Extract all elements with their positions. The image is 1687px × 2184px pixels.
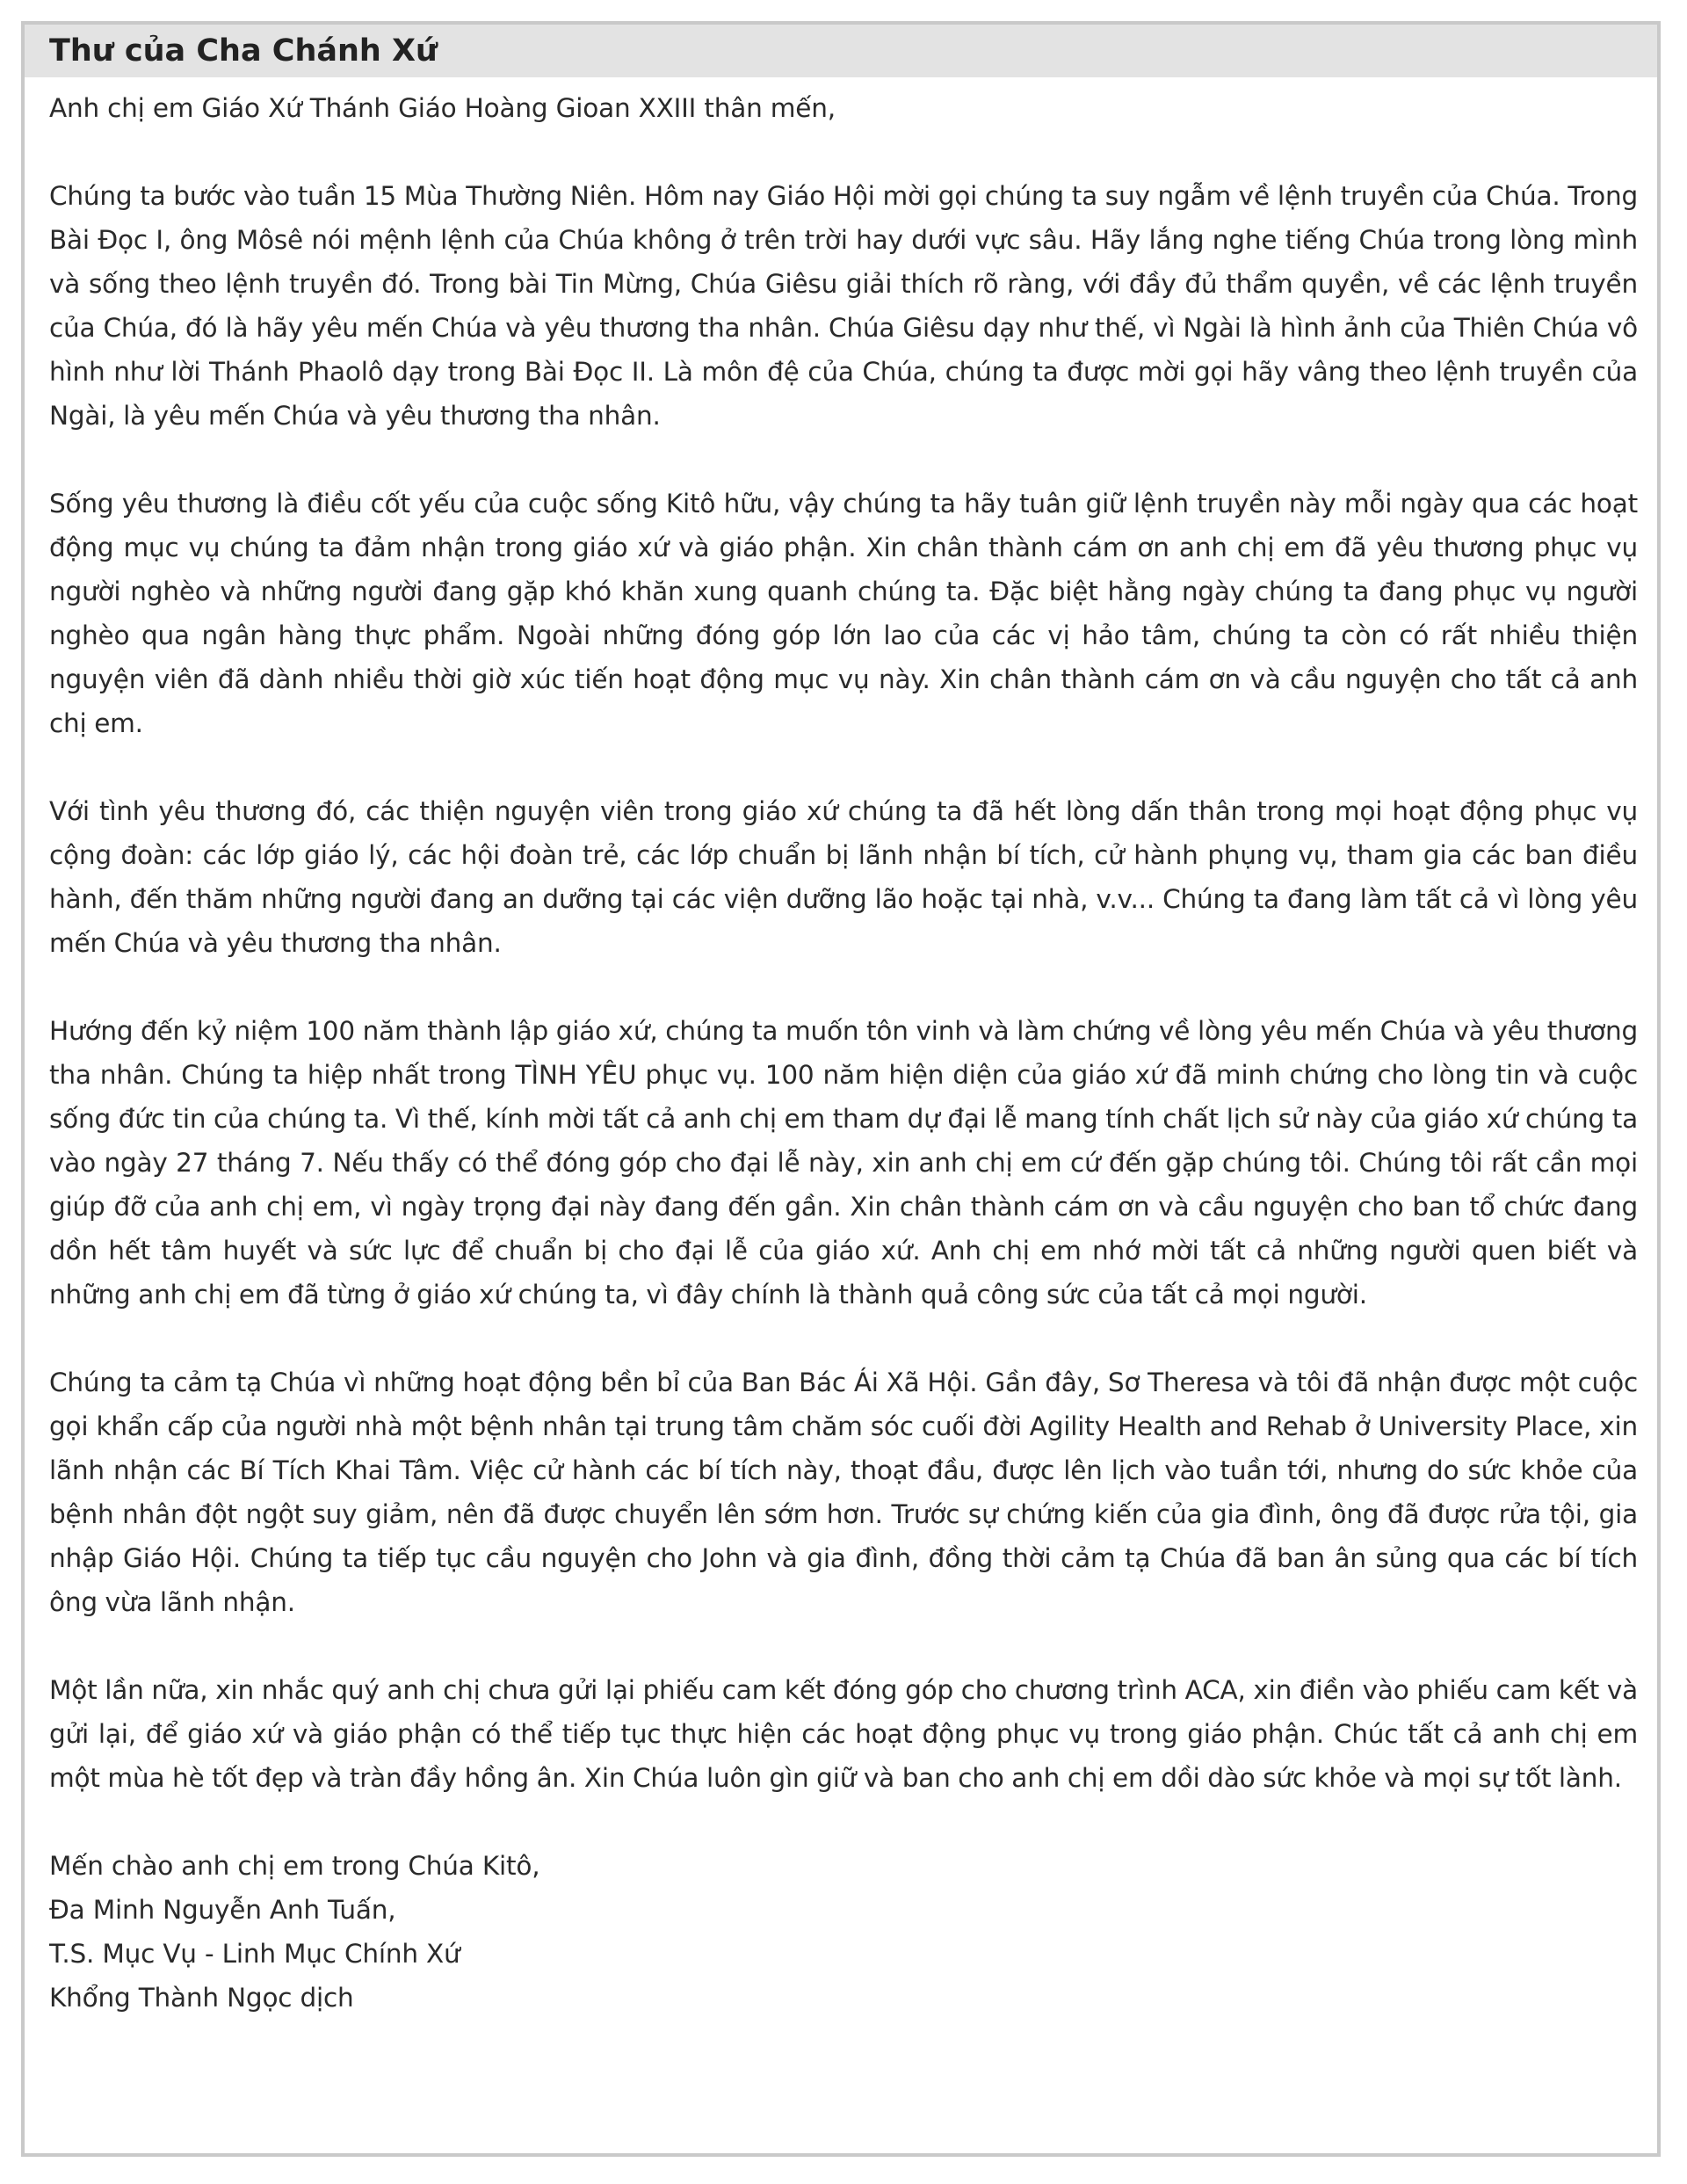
letter-paragraph-5: Chúng ta cảm tạ Chúa vì những hoạt động bền bỉ của Ban Bác Ái Xã Hội. Gần đây, Sơ Theresa và tôi đã nhận được một cuộc gọi khẩn cấp của người nhà một bệnh nhân tại trung tâm chăm sóc cuối đời Agility Health and Rehab ở University Place, xin lãnh nhận các Bí Tích Khai Tâm. Việc cử hành các bí tích này, thoạt đầu, được lên lịch vào tuần tới, nhưng do sức khỏe của bệnh nhân đột ngột suy giảm, nên đã được chuyển lên sớm hơn. Trước sự chứng kiến của gia đình, ông đã được rửa tội, gia nhập Giáo Hội. Chúng ta tiếp tục cầu nguyện cho John và gia đình, đồng thời cảm tạ Chúa đã ban ân sủng qua các bí tích ông vừa lãnh nhận.	[49, 1368, 1638, 1617]
signature-translator: Khổng Thành Ngọc dịch	[49, 1983, 354, 2013]
signature-closing: Mến chào anh chị em trong Chúa Kitô,	[49, 1851, 540, 1881]
letter-paragraph-1: Chúng ta bước vào tuần 15 Mùa Thường Niên. Hôm nay Giáo Hội mời gọi chúng ta suy ngẫm về lệnh truyền của Chúa. Trong Bài Đọc I, ông Môsê nói mệnh lệnh của Chúa không ở trên trời hay dưới vực sâu. Hãy lắng nghe tiếng Chúa trong lòng mình và sống theo lệnh truyền đó. Trong bài Tin Mừng, Chúa Giêsu giải thích rõ ràng, với đầy đủ thẩm quyền, về các lệnh truyền của Chúa, đó là hãy yêu mến Chúa và yêu thương tha nhân. Chúa Giêsu dạy như thế, vì Ngài là hình ảnh của Thiên Chúa vô hình như lời Thánh Phaolô dạy trong Bài Đọc II. Là môn đệ của Chúa, chúng ta được mời gọi hãy vâng theo lệnh truyền của Ngài, là yêu mến Chúa và yêu thương tha nhân.	[49, 181, 1638, 431]
signature-name: Đa Minh Nguyễn Anh Tuấn,	[49, 1895, 396, 1925]
letter-frame	[21, 21, 1661, 2157]
letter-paragraph-6: Một lần nữa, xin nhắc quý anh chị chưa gửi lại phiếu cam kết đóng góp cho chương trình ACA, xin điền vào phiếu cam kết và gửi lại, để giáo xứ và giáo phận có thể tiếp tục thực hiện các hoạt động phục vụ trong giáo phận. Chúc tất cả anh chị em một mùa hè tốt đẹp và tràn đầy hồng ân. Xin Chúa luôn gìn giữ và ban cho anh chị em dồi dào sức khỏe và mọi sự tốt lành.	[49, 1675, 1638, 1793]
letter-greeting: Anh chị em Giáo Xứ Thánh Giáo Hoàng Gioan XXIII thân mến,	[49, 93, 836, 123]
page-title: Thư của Cha Chánh Xứ	[49, 33, 438, 69]
signature-block	[49, 1844, 1638, 2020]
signature-role: T.S. Mục Vụ - Linh Mục Chính Xứ	[49, 1939, 460, 1969]
letter-paragraph-4: Hướng đến kỷ niệm 100 năm thành lập giáo xứ, chúng ta muốn tôn vinh và làm chứng về lòng yêu mến Chúa và yêu thương tha nhân. Chúng ta hiệp nhất trong TÌNH YÊU phục vụ. 100 năm hiện diện của giáo xứ đã minh chứng cho lòng tin và cuộc sống đức tin của chúng ta. Vì thế, kính mời tất cả anh chị em tham dự đại lễ mang tính chất lịch sử này của giáo xứ chúng ta vào ngày 27 tháng 7. Nếu thấy có thể đóng góp cho đại lễ này, xin anh chị em cứ đến gặp chúng tôi. Chúng tôi rất cần mọi giúp đỡ của anh chị em, vì ngày trọng đại này đang đến gần. Xin chân thành cám ơn và cầu nguyện cho ban tổ chức đang dồn hết tâm huyết và sức lực để chuẩn bị cho đại lễ của giáo xứ. Anh chị em nhớ mời tất cả những người quen biết và những anh chị em đã từng ở giáo xứ chúng ta, vì đây chính là thành quả công sức của tất cả mọi người.	[49, 1016, 1638, 1310]
letter-paragraph-2: Sống yêu thương là điều cốt yếu của cuộc sống Kitô hữu, vậy chúng ta hãy tuân giữ lệnh truyền này mỗi ngày qua các hoạt động mục vụ chúng ta đảm nhận trong giáo xứ và giáo phận. Xin chân thành cám ơn anh chị em đã yêu thương phục vụ người nghèo và những người đang gặp khó khăn xung quanh chúng ta. Đặc biệt hằng ngày chúng ta đang phục vụ người nghèo qua ngân hàng thực phẩm. Ngoài những đóng góp lớn lao của các vị hảo tâm, chúng ta còn có rất nhiều thiện nguyện viên đã dành nhiều thời giờ xúc tiến hoạt động mục vụ này. Xin chân thành cám ơn và cầu nguyện cho tất cả anh chị em.	[49, 489, 1638, 738]
letter-paragraph-3: Với tình yêu thương đó, các thiện nguyện viên trong giáo xứ chúng ta đã hết lòng dấn thân trong mọi hoạt động phục vụ cộng đoàn: các lớp giáo lý, các hội đoàn trẻ, các lớp chuẩn bị lãnh nhận bí tích, cử hành phụng vụ, tham gia các ban điều hành, đến thăm những người đang an dưỡng tại các viện dưỡng lão hoặc tại nhà, v.v... Chúng ta đang làm tất cả vì lòng yêu mến Chúa và yêu thương tha nhân.	[49, 796, 1638, 958]
letter-body	[25, 77, 1657, 2020]
header-bar	[25, 25, 1657, 77]
